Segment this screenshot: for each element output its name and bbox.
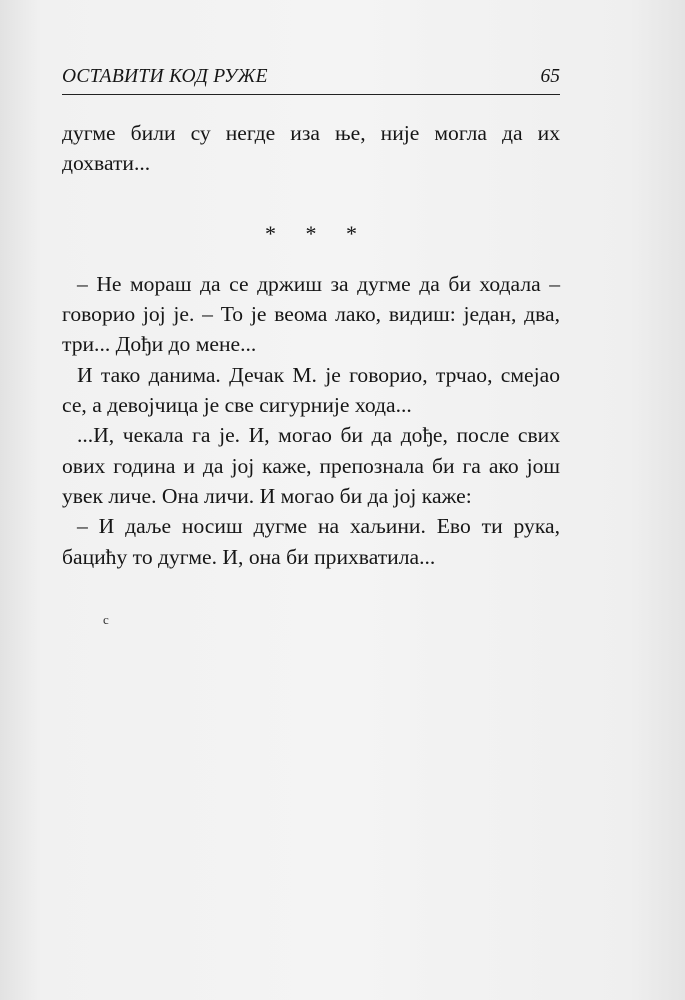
paragraph-2: И тако данима. Дечак М. је говорио, трчао, смејао се, а девојчица је све сигурније хода... <box>62 362 560 418</box>
paragraph-3: ...И, чекала га је. И, могао би да дође, после свих ових година и да јој каже, препознала би га ако још увек личе. Она личи. И могао би да јој каже: <box>62 423 560 508</box>
paragraph-continuation: дугме били су негде иза ње, није могла да их дохвати... <box>62 121 560 176</box>
paragraph-dialogue-1: – Не мораш да се држиш за дугме да би ходала – говорио јој је. – То је веома лако, видиш: један, два, три... Дођи до мене... <box>62 271 560 357</box>
body-text <box>62 118 560 572</box>
stray-mark: c <box>103 612 109 627</box>
paragraph-dialogue-2: – И даље носиш дугме на хаљини. Ево ти рука, бацићу то дугме. И, она би прихватила... <box>62 514 560 569</box>
section-separator: * * * <box>265 220 369 246</box>
page-number: 65 <box>540 66 560 87</box>
running-header <box>62 64 560 95</box>
running-title: ОСТАВИТИ КОД РУЖЕ <box>62 66 268 87</box>
